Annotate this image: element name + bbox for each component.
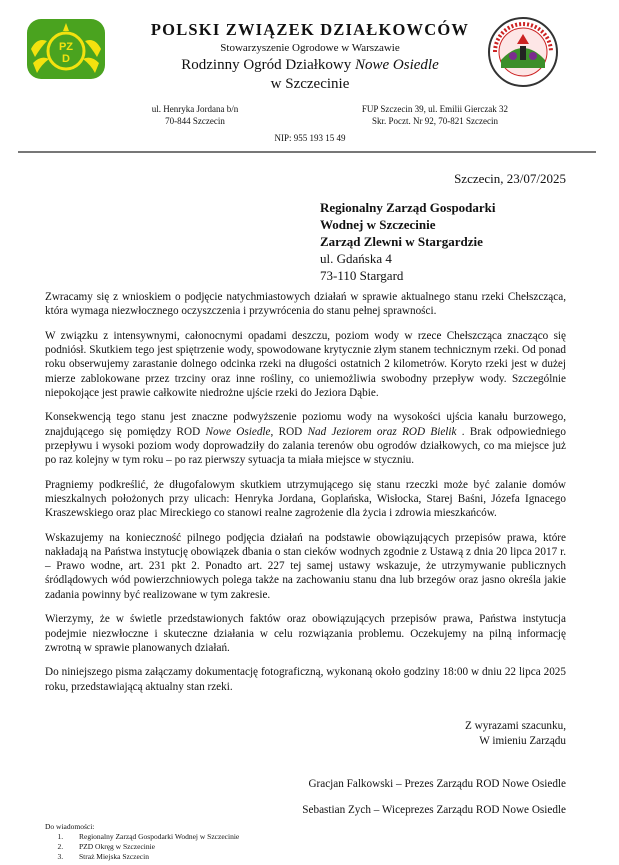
cc-label: Do wiadomości: [45,822,95,831]
address-left: ul. Henryka Jordana b/n 70-844 Szczecin [151,104,239,126]
nip-number: NIP: 955 193 15 49 [274,133,346,143]
cc-item: 1. Regionalny Zarząd Gospodarki Wodnej w Szczecinie [65,832,239,842]
paragraph: Wskazujemy na konieczność pilnego podjęcia działań na podstawie obowiązujących przepisów prawa, które nakładają na Państwa instytucję obowiązek dbania o stan cieków wodnych zgodnie z Ustawą z dnia 20 lipca 2017 r. – Prawo wodne, art. 231 pkt 2. Ponadto art. 227 tej samej ustawy wskazuje, że utrzymywanie publicznych śródlądowych wód powierzchniowych polega także na zachowaniu stanu dna lub brzegów oraz jasno określa jakie zadania powinny być realizowane w tym zakresie. [45,531,566,601]
recipient-line: Zarząd Zlewni w Stargardzie [320,234,483,249]
svg-text:D: D [62,53,70,65]
recipient-line: Regionalny Zarząd Gospodarki [320,200,496,215]
recipient-line: ul. Gdańska 4 [320,251,392,266]
letter-date: Szczecin, 23/07/2025 [454,171,566,186]
cc-item: 3. Straż Miejska Szczecin [65,852,239,862]
rod-name: Rodzinny Ogród Działkowy Nowe Osiedle [181,57,439,73]
address-right: FUP Szczecin 39, ul. Emilii Gierczak 32 Skr. Poczt. Nr 92, 70-821 Szczecin [361,104,509,126]
pzd-logo [27,19,105,79]
recipient-line: Wodnej w Szczecinie [320,217,436,232]
paragraph: Zwracamy się z wnioskiem o podjęcie natychmiastowych działań w sprawie aktualnego stanu rzeki Chełszcząca, która wymaga niezwłocznego oczyszczenia i przywrócenia do stanu pełnej sprawności. [45,291,566,318]
svg-text:PZ: PZ [58,41,74,53]
paragraph: Pragniemy podkreślić, że długofalowym skutkiem utrzymującego się stanu rzeczki może być zalanie domów mieszkalnych położonych przy ulicach: Henryka Jordana, Goplańska, Wisłocka, Starej Baśni, Józefa Ignacego Kraszewskiego oraz plac Mireckiego co stanowi realne zagrożenie dla życia i zdrowia mieszkańców. [45,478,566,520]
header-divider [18,151,596,153]
closing: Z wyrazami szacunku, W imieniu Zarządu [465,720,566,747]
letter-body [45,290,566,704]
org-name: POLSKI ZWIĄZEK DZIAŁKOWCÓW [150,20,470,39]
paragraph: Do niniejszego pisma załączamy dokumentację fotograficzną, wykonaną około godziny 18:00 w dniu 22 lipca 2025 roku, przedstawiającą aktualny stan rzeki. [45,666,566,693]
rod-city: w Szczecinie [270,76,350,92]
cc-list [45,832,239,862]
paragraph: Konsekwencją tego stanu jest znaczne podwyższenie poziomu wody na wysokości ujścia kanału burzowego, znajdującego się pomiędzy ROD Nowe Osiedle, ROD Nad Jeziorem oraz ROD Bielik . Brak odpowiedniego przepływu i wysoki poziom wody doprowadziły do zalania terenów obu ogrodów działkowych, co ma miejsce już po raz kolejny w tym roku – po raz pierwszy sytuacja ta miała miejsce w styczniu. [45,411,566,467]
cc-item: 2. PZD Okręg w Szczecinie [65,842,239,852]
recipient-line: 73-110 Stargard [320,268,404,283]
recipient-block [320,199,496,284]
signature-vice-president: Sebastian Zych – Wiceprezes Zarządu ROD Nowe Osiedle [302,804,566,816]
paragraph: W związku z intensywnymi, całonocnymi opadami deszczu, poziom wody w rzece Chełszcząca znacząco się podniósł. Skutkiem tego jest spiętrzenie wody, spowodowane krytycznie złym stanem technicznym rzeki. Od ponad roku obserwujemy zarastanie dolnego odcinka rzeki na długości ostatnich 2 kilometrów. Koryto rzeki jest w dużej mierze zablokowane przez trzciny oraz inne rośliny, co uniemożliwia swobodny przepływ wody. Szczególnie niepokojące jest prawie całkowite niedrożne ujście rzeki do Jeziora Dąbie. [45,329,566,399]
paragraph: Wierzymy, że w świetle przedstawionych faktów oraz obowiązujących przepisów prawa, Państwa instytucja podejmie niezwłoczne i skuteczne działania w celu rozwiązania problemu. Oczekujemy na pilną informację zwrotną w sprawie planowanych działań. [45,613,566,654]
rod-logo [487,16,559,88]
association-name: Stowarzyszenie Ogrodowe w Warszawie [220,42,400,54]
signature-president: Gracjan Falkowski – Prezes Zarządu ROD Nowe Osiedle [308,778,566,790]
cc-block [45,822,239,862]
